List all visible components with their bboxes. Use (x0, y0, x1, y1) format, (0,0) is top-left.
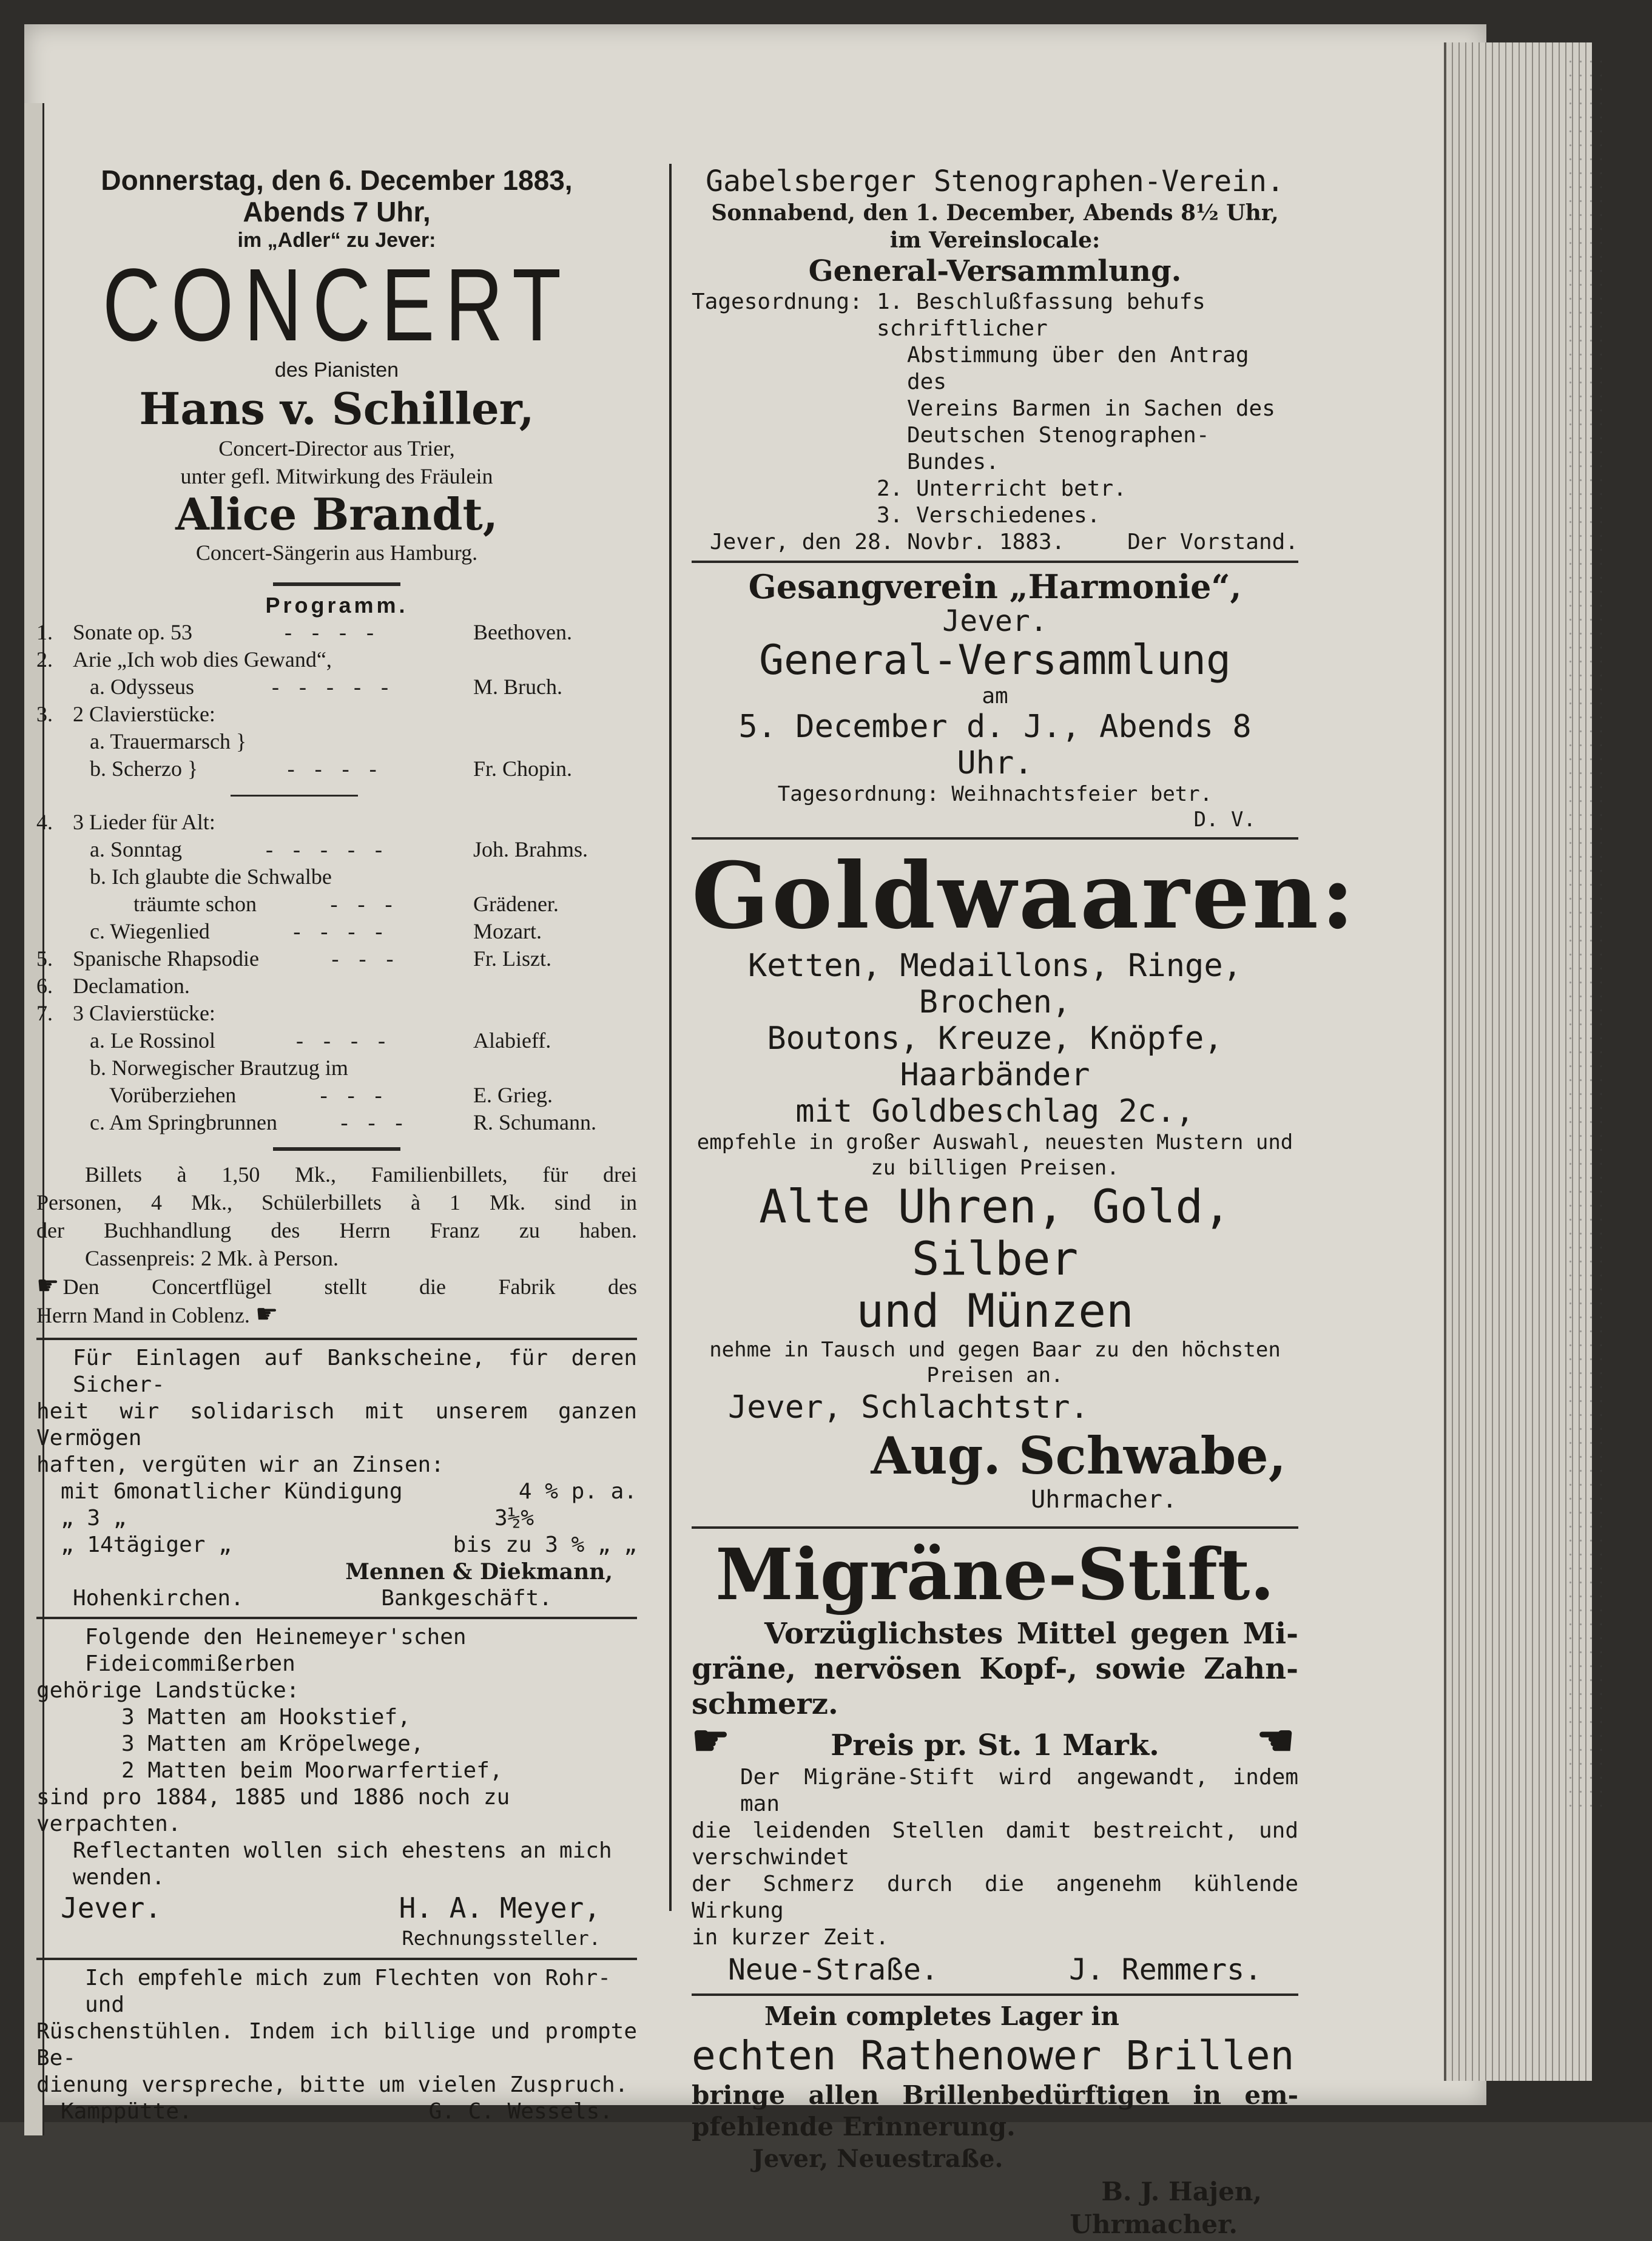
concert-venue: im „Adler“ zu Jever: (237, 229, 436, 252)
steno-title: Gabelsberger Stenographen-Verein. (706, 164, 1284, 198)
programme-list (36, 619, 637, 783)
steno-ad: Gabelsberger Stenographen-Verein. Sonnabend, den 1. December, Abends 8½ Uhr, im Vereinslocale: General-Versammlung. Tagesordnung: 1. Beschlußfassung behufs schriftlicher Abstimmung über den Antrag des Vereins Barmen in Sachen des Deutschen Stenographen-Bundes. 2. Unterricht betr. 3. Verschiedenes. Jever, den 28. Novbr. 1883. Der Vorstand. (692, 164, 1298, 554)
steno-event: General-Versammlung. (808, 254, 1182, 288)
programme-item: 2. Arie „Ich wob dies Gewand“, (36, 647, 332, 672)
goldwaaren-ad: Goldwaaren: Ketten, Medaillons, Ringe, Brochen, Boutons, Kreuze, Knöpfe, Haarbänder mit Goldbeschlag 2c., empfehle in großer Auswahl, neuesten Mustern und zu billigen Preisen. Alte Uhren, Gold, Silber und Münzen nehme in Tausch und gegen Baar zu den höchsten Preisen an. Jever, Schlachtstr. Aug. Schwabe, Uhrmacher. (692, 843, 1357, 1514)
divider (273, 1147, 400, 1151)
programme-item: a. Trauermarsch } (90, 729, 247, 753)
brillen-heading: echten Rathenower Brillen (692, 2032, 1295, 2079)
programme-item: b. Ich glaubte die Schwalbe (90, 864, 332, 889)
migraene-price: Preis pr. St. 1 Mark. (831, 1728, 1159, 1762)
concert-time: Abends 7 Uhr, (243, 196, 431, 227)
tickets-info: Billets à 1,50 Mk., Familienbillets, für drei Personen, 4 Mk., Schülerbillets à 1 Mk. sind in der Buchhandlung des Herrn Franz zu haben. Cassenpreis: 2 Mk. à Person. ☛ Den Concertflügel stellt die Fabrik des Herrn Mand in Coblenz. ☛ (36, 1162, 637, 1329)
programme-item: 7. 3 Clavierstücke: (36, 1001, 215, 1025)
concert-ad (36, 164, 637, 1329)
migraene-ad: Migräne-Stift. Vorzüglichstes Mittel gegen Mi- gräne, nervösen Kopf-, sowie Zahn- schmerz. ☛ Preis pr. St. 1 Mark. ☚ Der Migräne-Stift wird angewandt, indem man die leidenden Stellen damit bestreicht, und verschwindet der Schmerz durch die angenehm kühlende Wirkung in kurzer Zeit. Neue-Straße. J. Remmers. (692, 1534, 1298, 1987)
bank-firm: Mennen & Diekmann, (345, 1559, 613, 1585)
pointing-hand-icon: ☚ (1256, 1715, 1295, 1765)
piano-note: ☛ Den Concertflügel stellt die Fabrik des (36, 1272, 637, 1300)
concert-date: Donnerstag, den 6. December 1883, (101, 164, 573, 196)
programme-item: 1. Sonate op. 53 - - - - Beethoven. (36, 620, 572, 644)
harmonie-ad: Gesangverein „Harmonie“, Jever. General-Versammlung am 5. December d. J., Abends 8 Uhr. Tagesordnung: Weihnachtsfeier betr. D. V. (692, 568, 1298, 832)
concert-subtitle: des Pianisten (274, 359, 399, 382)
divider (231, 795, 358, 797)
programme-item: 4. 3 Lieder für Alt: (36, 810, 215, 834)
goldwaaren-title: Goldwaaren: (692, 843, 1357, 949)
schwabe-name: Aug. Schwabe, (871, 1426, 1286, 1486)
divider (273, 582, 400, 586)
singer-role: Concert-Sängerin aus Hamburg. (195, 541, 478, 565)
programme-item: 6. Declamation. (36, 974, 190, 998)
programme-item: träumte schon - - - Grädener. (133, 892, 559, 916)
programme-item: b. Norwegischer Brautzug im (90, 1056, 348, 1080)
brillen-ad: Mein completes Lager in echten Rathenower Brillen bringe allen Brillenbedürftigen in em- pfehlende Erinnerung. Jever, Neuestraße. B. J. Hajen, Uhrmacher. (692, 2001, 1298, 2239)
left-column (36, 164, 637, 2125)
with-line: unter gefl. Mitwirkung des Fräulein (180, 464, 493, 488)
programme-item: c. Wiegenlied - - - - Mozart. (90, 919, 542, 943)
divider (692, 1993, 1298, 1996)
paper-specks (1565, 55, 1602, 1814)
divider (692, 1526, 1298, 1529)
chair-weaving-ad: Ich empfehle mich zum Flechten von Rohr- und Rüschenstühlen. Indem ich billige und prompte Be- dienung verspreche, bitte um vielen Zuspruch. Kamppütte. G. C. Wessels. (36, 1966, 637, 2124)
divider (36, 1958, 637, 1960)
concert-artist: Hans v. Schiller, (139, 383, 534, 434)
divider (36, 1338, 637, 1340)
divider (36, 1617, 637, 1619)
land-lease-ad: Folgende den Heinemeyer'schen Fideicommißerben gehörige Landstücke: 3 Matten am Hookstief, 3 Matten am Kröpelwege, 2 Matten beim Moorwarfertief, sind pro 1884, 1885 und 1886 noch zu verpachten. Reflectanten wollen sich ehestens an mich wenden. Jever. H. A. Meyer, Rechnungssteller. (36, 1625, 612, 1950)
bank-ad: Für Einlagen auf Bankscheine, für deren Sicher- heit wir solidarisch mit unserem ganzen Vermögen haften, vergüten wir an Zinsen: mit 6monatlicher Kündigung 4 % p. a. „ 3 „ 3½% „ 14tägiger „ bis zu 3 % „ „ Mennen & Diekmann, Hohenkirchen. Bankgeschäft. (36, 1346, 637, 1611)
programme-item: 3. 2 Clavierstücke: (36, 702, 215, 726)
pointing-hand-icon: ☛ (692, 1715, 730, 1765)
pointing-hand-icon: ☛ (36, 1272, 59, 1300)
divider (692, 837, 1298, 840)
concert-singer: Alice Brandt, (175, 488, 498, 540)
programme-item: a. Odysseus - - - - - M. Bruch. (90, 675, 562, 699)
migraene-title: Migräne-Stift. (715, 1534, 1275, 1616)
pointing-hand-icon: ☛ (255, 1301, 278, 1329)
programme-item: b. Scherzo } - - - - Fr. Chopin. (90, 757, 573, 781)
harmonie-title: Gesangverein „Harmonie“, (748, 567, 1242, 606)
concert-title: CONCERT (102, 248, 572, 363)
program-heading: Programm. (265, 593, 408, 618)
programme-item: a. Sonntag - - - - - Joh. Brahms. (90, 837, 588, 861)
column-divider (669, 164, 672, 1911)
divider (692, 561, 1298, 563)
programme-item: Vorüberziehen - - - E. Grieg. (109, 1083, 553, 1107)
programme-item: 5. Spanische Rhapsodie - - - Fr. Liszt. (36, 946, 552, 971)
artist-role: Concert-Director aus Trier, (218, 436, 455, 460)
right-column (692, 164, 1357, 2241)
programme-list-2 (36, 809, 637, 1136)
harmonie-event: General-Versammlung (759, 636, 1231, 684)
programme-item: a. Le Rossinol - - - - Alabieff. (90, 1028, 551, 1053)
programme-item: c. Am Springbrunnen - - - R. Schumann. (90, 1110, 596, 1134)
